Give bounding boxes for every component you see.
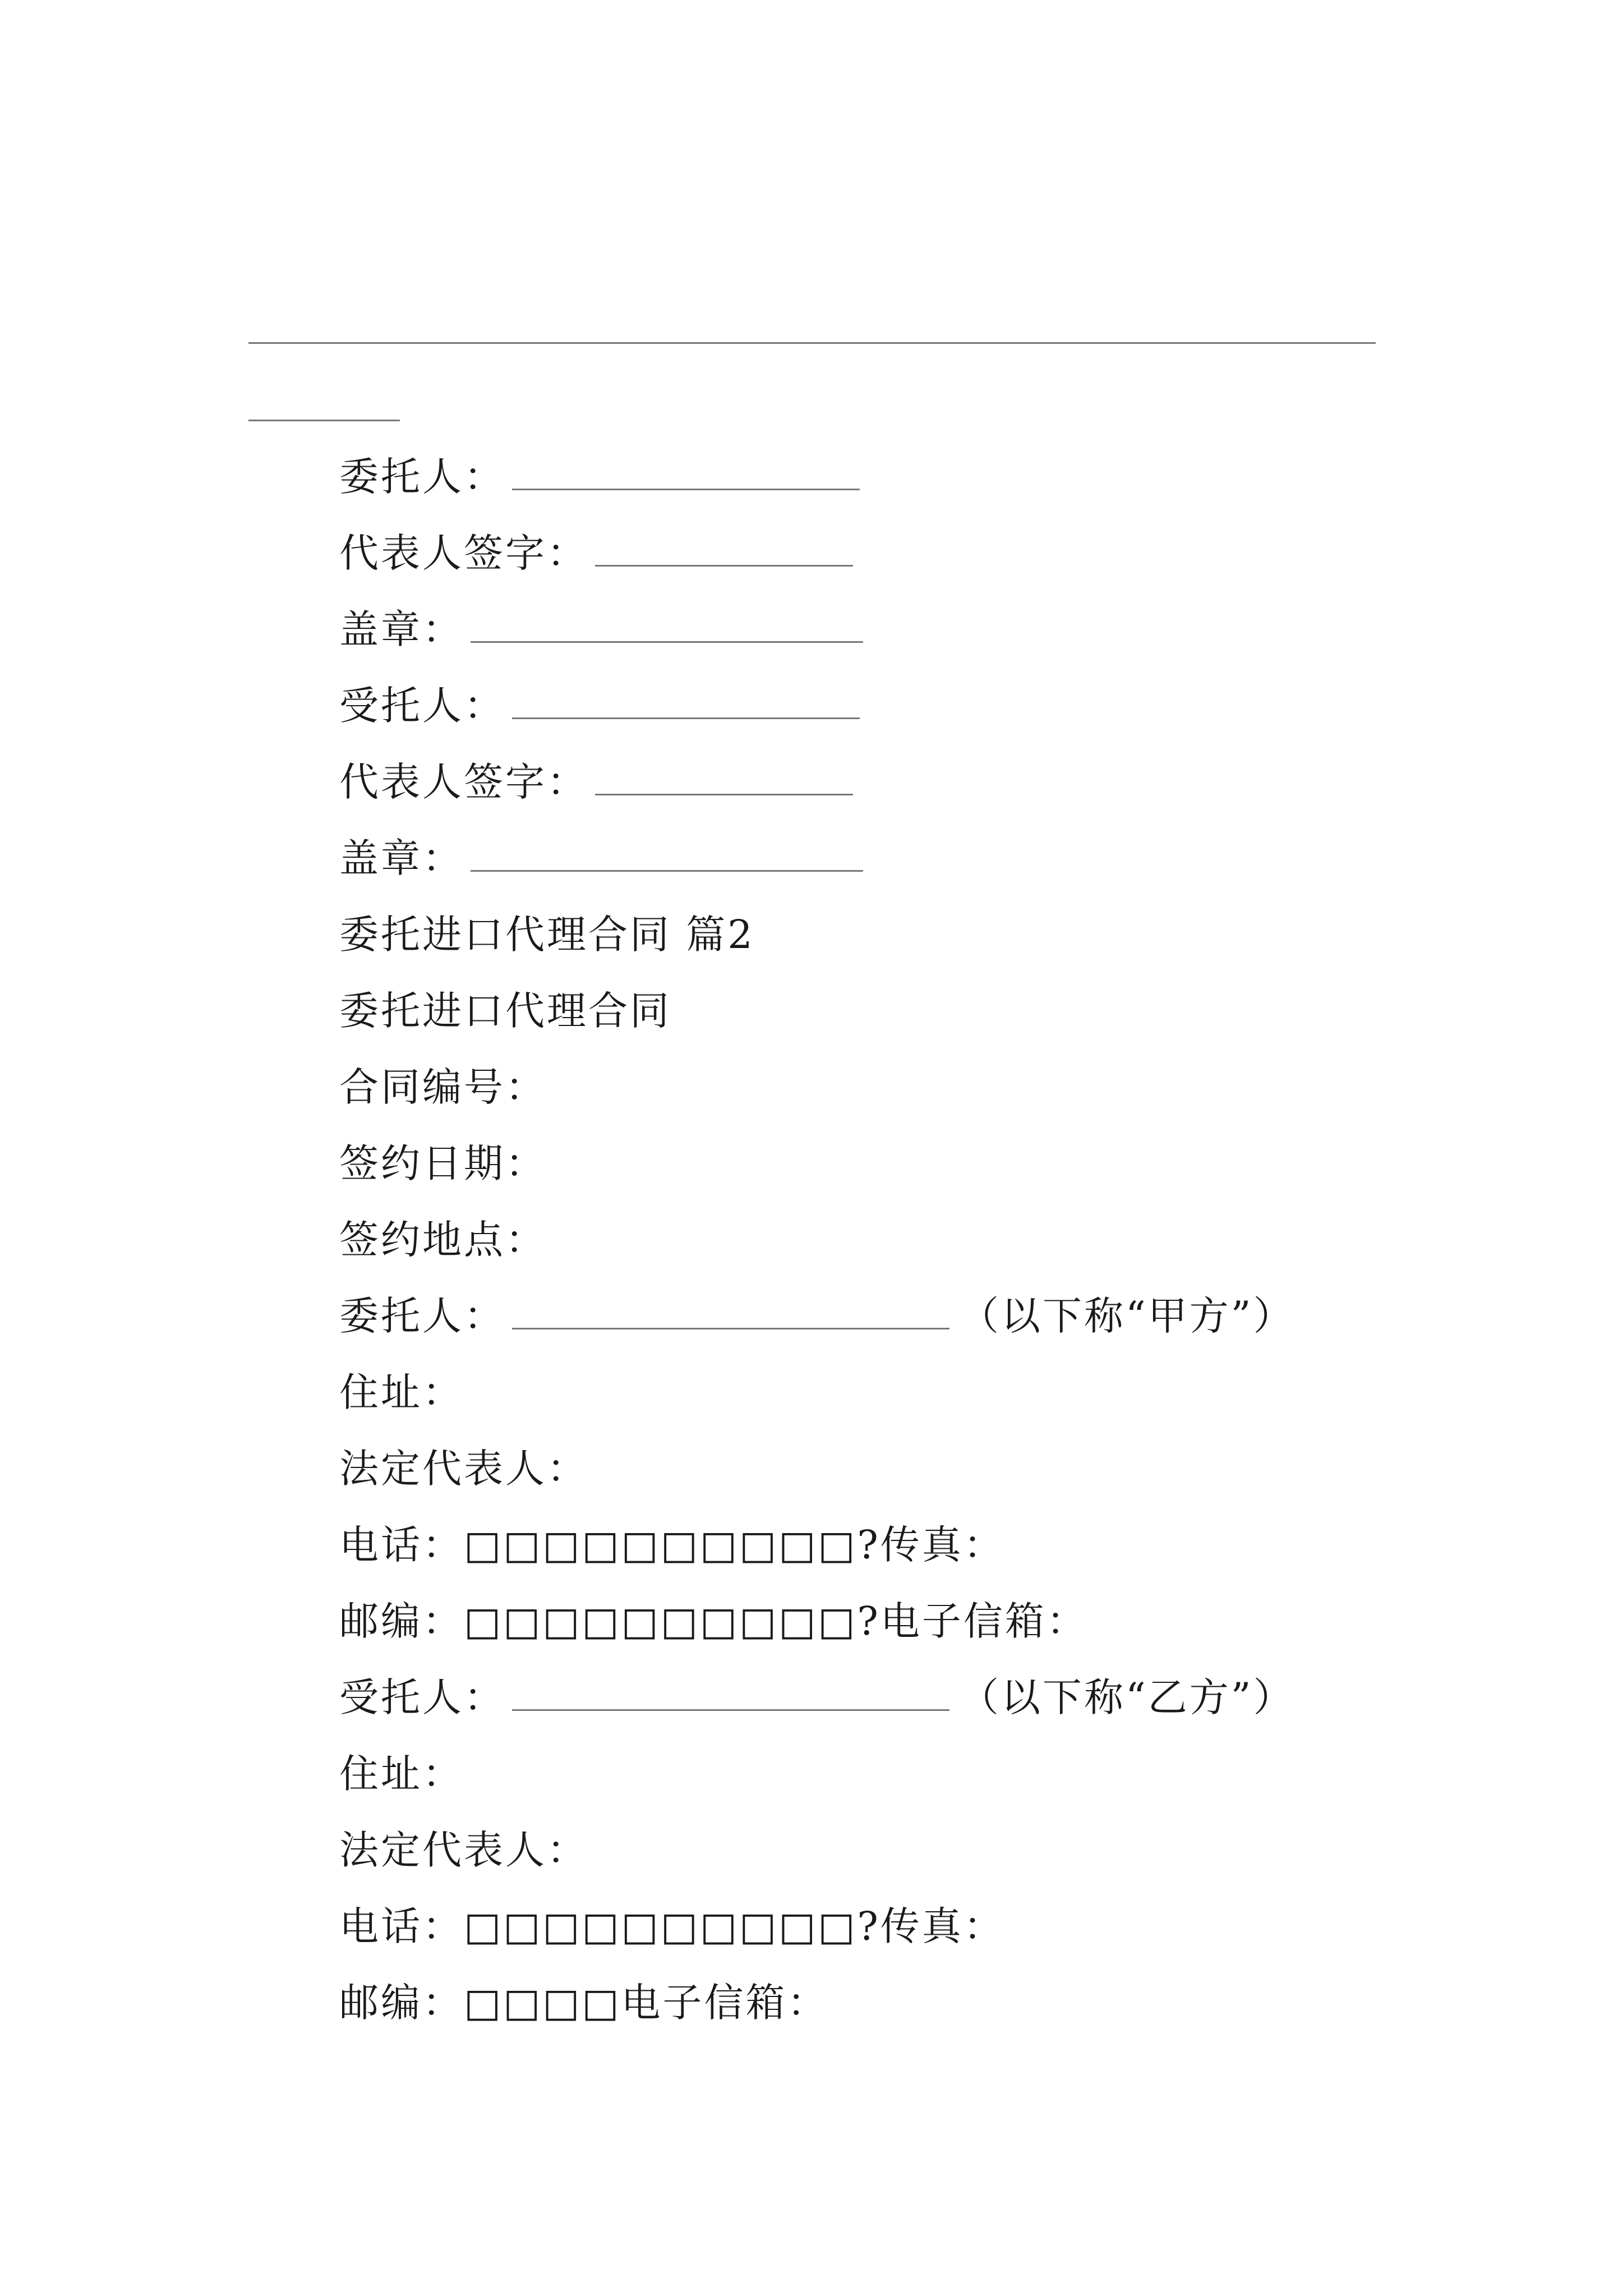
rep1-label: 代表人签字： xyxy=(339,530,588,576)
seal1-blank xyxy=(471,602,863,643)
party-a-line xyxy=(339,1288,1295,1344)
seal2-line xyxy=(339,830,863,886)
rep2-blank xyxy=(595,754,853,795)
top-blank-rule xyxy=(248,342,1376,344)
party-a-principal-label: 委托人： xyxy=(339,1293,505,1339)
continued-blank-rule xyxy=(248,420,400,421)
seal2-label: 盖章： xyxy=(339,835,464,881)
party-a-legal-rep-label: 法定代表人： xyxy=(339,1446,588,1492)
principal-label: 委托人： xyxy=(339,454,505,500)
party-a-phone-line: 电话：□□□□□□□□□□?传真： xyxy=(339,1522,1005,1568)
party-a-suffix: （以下称“甲方”） xyxy=(960,1293,1295,1339)
agent-signature-line xyxy=(339,678,860,734)
agent-label: 受托人： xyxy=(339,683,505,729)
rep2-signature-line xyxy=(339,754,853,810)
rep1-signature-line xyxy=(339,525,853,581)
contract-title: 委托进口代理合同 xyxy=(339,988,671,1034)
seal2-blank xyxy=(471,831,863,872)
seal1-line xyxy=(339,601,863,657)
signing-date-label: 签约日期： xyxy=(339,1140,547,1186)
party-b-phone-line: 电话：□□□□□□□□□□?传真： xyxy=(339,1903,1005,1949)
agent-blank xyxy=(512,678,860,719)
party-b-agent-label: 受托人： xyxy=(339,1674,505,1720)
party-b-address-label: 住址： xyxy=(339,1751,464,1797)
rep1-blank xyxy=(595,526,853,567)
rep2-label: 代表人签字： xyxy=(339,759,588,805)
principal-blank xyxy=(512,449,860,490)
party-b-suffix: （以下称“乙方”） xyxy=(960,1674,1295,1720)
party-b-postcode-line: 邮编：□□□□电子信箱： xyxy=(339,1980,829,2026)
party-a-blank xyxy=(512,1289,949,1329)
party-a-address-label: 住址： xyxy=(339,1369,464,1415)
party-b-line xyxy=(339,1669,1295,1726)
party-b-blank xyxy=(512,1670,949,1711)
party-b-legal-rep-label: 法定代表人： xyxy=(339,1827,588,1873)
contract-number-label: 合同编号： xyxy=(339,1064,547,1110)
party-a-postcode-line: 邮编：□□□□□□□□□□?电子信箱： xyxy=(339,1598,1088,1644)
signing-place-label: 签约地点： xyxy=(339,1217,547,1263)
seal1-label: 盖章： xyxy=(339,606,464,652)
section-title: 委托进口代理合同 篇2 xyxy=(339,912,755,958)
principal-signature-line xyxy=(339,449,860,505)
